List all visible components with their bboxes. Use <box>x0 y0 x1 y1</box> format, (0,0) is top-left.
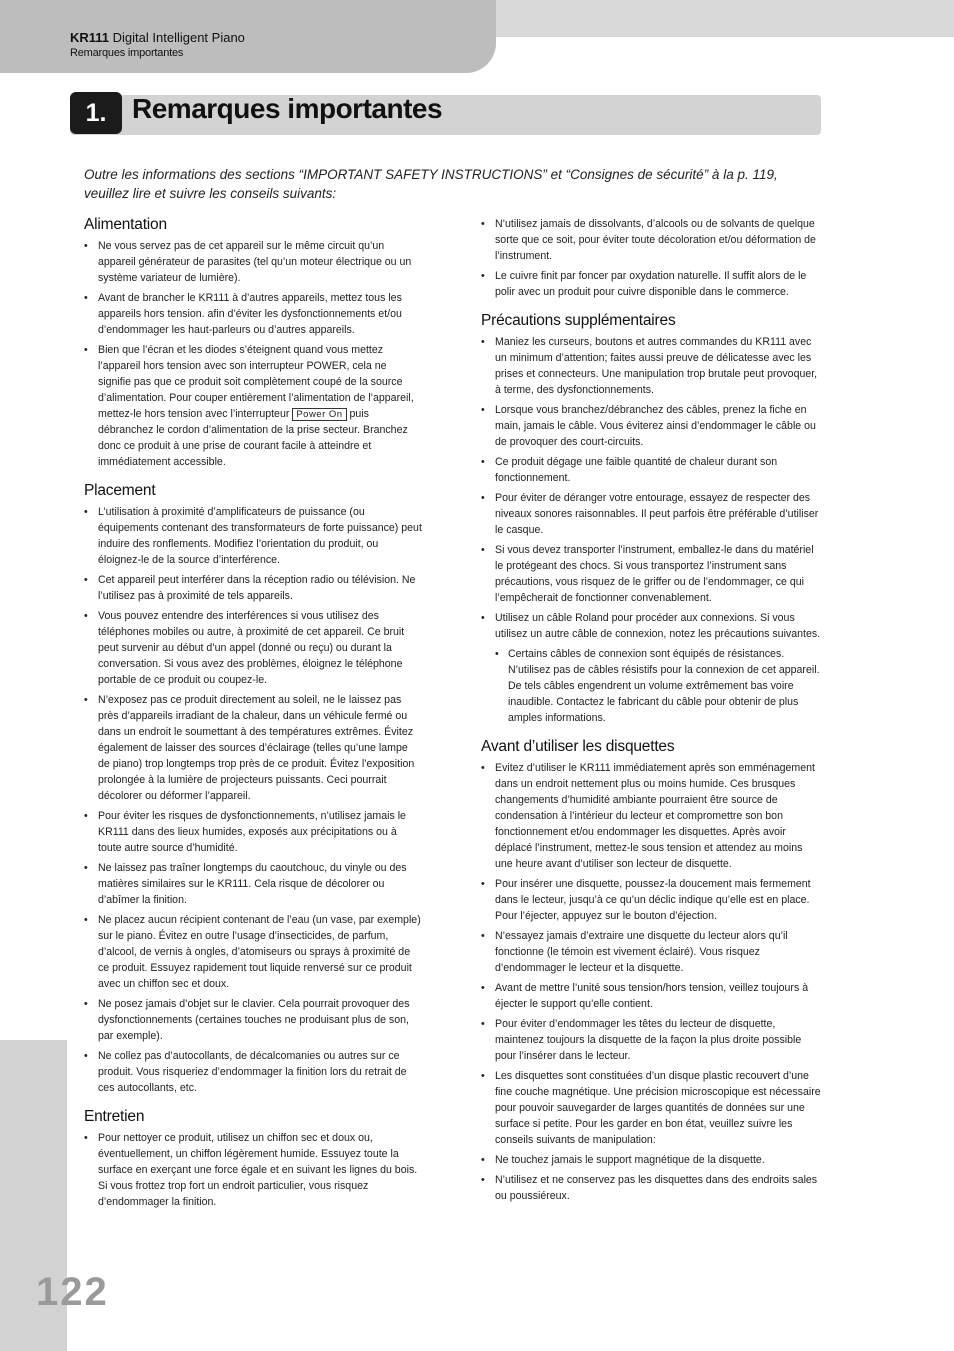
chapter-number: 1. <box>70 92 122 134</box>
list-item: • N’essayez jamais d’extraire une disquette du lecteur alors qu’il fonctionne (le témoin est vivement éclairé). Vous risquez d’endommager le lecteur et la disquette. <box>481 928 821 976</box>
sub-bullet-list <box>495 646 821 726</box>
chapter-title: Remarques importantes <box>132 93 443 124</box>
header-section-title: Remarques importantes <box>70 47 184 59</box>
list-item: • L’utilisation à proximité d’amplificateurs de puissance (ou équipements contenant des transformateurs de forte puissance) peut induire des ronflements. Modifiez l’orientation du produit, ou éloignez-le de la source d’interférence. <box>84 504 422 568</box>
bullet-list <box>481 760 821 1204</box>
list-item: • Pour nettoyer ce produit, utilisez un chiffon sec et doux ou, éventuellement, un chiffon légèrement humide. Essuyez toute la surface en exerçant une force égale et en suivant les lignes du bois. Si vous frottez trop fort un endroit particulier, vous risquez d’endommager la finition. <box>84 1130 422 1210</box>
list-item: • Ne laissez pas traîner longtemps du caoutchouc, du vinyle ou des matières similaires sur le KR111. Cela risque de décolorer ou d’abîmer la finition. <box>84 860 422 908</box>
bullet-list <box>481 334 821 726</box>
bullet-list <box>481 216 821 300</box>
sub-list-item: • Certains câbles de connexion sont équipés de résistances. N’utilisez pas de câbles résistifs pour la connexion de cet appareil. De tels câbles engendrent un volume extrêmement bas voire inaudible. Contactez le fabricant du câble pour obtenir de plus amples informations. <box>495 646 821 726</box>
list-item: • Lorsque vous branchez/débranchez des câbles, prenez la fiche en main, jamais le câble. Vous éviterez ainsi d’endommager le câble ou de provoquer des court-circuits. <box>481 402 821 450</box>
section-heading: Entretien <box>84 1108 145 1125</box>
list-item: • N’utilisez jamais de dissolvants, d’alcools ou de solvants de quelque sorte que ce soit, pour éviter toute décoloration et/ou déformation de l’instrument. <box>481 216 821 264</box>
list-item-text: Bien que l’écran et les diodes s’éteignent quand vous mettez l’appareil hors tension avec son interrupteur POWER, cela ne signifie pas que ce produit soit complètement coupé de la source d’alimentation. Pour couper entièrement l’alimentation de l’appareil, mettez-le hors tension avec l’interrupteur <box>98 344 414 420</box>
section-placement <box>84 482 422 1096</box>
intro-paragraph: Outre les informations des sections “IMPORTANT SAFETY INSTRUCTIONS” et “Consignes de sécurité” à la p. 119, veuillez lire et suivre les conseils suivants: <box>84 167 778 201</box>
section-entretien <box>84 1108 422 1210</box>
list-item <box>84 342 422 470</box>
list-item: • Vous pouvez entendre des interférences si vous utilisez des téléphones mobiles ou autre, à proximité de cet appareil. Ce bruit peut survenir au début d’un appel (donné ou reçu) ou durant la conversation. Si vous avez des problèmes, éloignez le téléphone portable de ce produit ou coupez-le. <box>84 608 422 688</box>
section-disquettes <box>481 738 821 1204</box>
list-item: • Evitez d’utiliser le KR111 immédiatement après son emménagement dans un endroit nettement plus ou moins humide. Ces brusques changements d’humidité ambiante pourraient être source de condensation à l’intérieur du lecteur et compromettre son bon fonctionnement et/ou endommager les disquettes. Après avoir déplacé l’instrument, mettez-le sous tension et attendez au moins une heure avant d’utiliser son lecteur de disquette. <box>481 760 821 872</box>
list-item: • Pour éviter les risques de dysfonctionnements, n’utilisez jamais le KR111 dans des lieux humides, exposés aux précipitations ou à toute autre source d’humidité. <box>84 808 422 856</box>
list-item: • Ne vous servez pas de cet appareil sur le même circuit qu’un appareil générateur de parasites (tel qu’un moteur électrique ou un système variateur de lumière). <box>84 238 422 286</box>
list-item: • N’utilisez et ne conservez pas les disquettes dans des endroits sales ou poussiéreux. <box>481 1172 821 1204</box>
list-item <box>481 610 821 726</box>
right-column <box>481 216 821 1216</box>
list-item: • Les disquettes sont constituées d’un disque plastic recouvert d’une fine couche magnétique. Une précision microscopique est nécessaire pour pouvoir sauvegarder de larges quantités de données sur une surface si petite. Pour les garder en bon état, veuillez suivre les conseils suivants de manipulation: <box>481 1068 821 1148</box>
list-item: • Pour éviter de déranger votre entourage, essayez de respecter des niveaux sonores raisonnables. Il peut parfois être préférable d’utiliser le casque. <box>481 490 821 538</box>
list-item: • Maniez les curseurs, boutons et autres commandes du KR111 avec un minimum d’attention; faites aussi preuve de délicatesse avec les prises et connecteurs. Une manipulation trop brutale peut provoquer, à terme, des dysfonctionnements. <box>481 334 821 398</box>
list-item: • Pour éviter d’endommager les têtes du lecteur de disquette, maintenez toujours la disquette de la façon la plus droite possible pour l’insérer dans le lecteur. <box>481 1016 821 1064</box>
list-item: • Avant de mettre l’unité sous tension/hors tension, veillez toujours à éjecter le support qu’elle contient. <box>481 980 821 1012</box>
list-item: • Cet appareil peut interférer dans la réception radio ou télévision. Ne l’utilisez pas à proximité de tels appareils. <box>84 572 422 604</box>
list-item: • Avant de brancher le KR111 à d’autres appareils, mettez tous les appareils hors tension. afin d’éviter les dysfonctionnements et/ou d’endommager les haut-parleurs ou d’autres appareils. <box>84 290 422 338</box>
section-entretien-continued <box>481 216 821 300</box>
list-item: • Si vous devez transporter l’instrument, emballez-le dans du matériel le protégeant des chocs. Si vous transportez l’instrument sans précautions, vous risquez de le griffer ou de l’endommager, ce qui l’empêcherait de fonctionner convenablement. <box>481 542 821 606</box>
list-item: • Le cuivre finit par foncer par oxydation naturelle. Il suffit alors de le polir avec un produit pour cuivre disponible dans le commerce. <box>481 268 821 300</box>
left-column <box>84 216 422 1222</box>
list-item: • Ce produit dégage une faible quantité de chaleur durant son fonctionnement. <box>481 454 821 486</box>
bullet-list <box>84 1130 422 1210</box>
product-name: Digital Intelligent Piano <box>109 30 245 45</box>
list-item-text: Utilisez un câble Roland pour procéder aux connexions. Si vous utilisez un autre câble de connexion, notez les précautions suivantes. <box>495 612 821 640</box>
list-item: • Ne posez jamais d’objet sur le clavier. Cela pourrait provoquer des dysfonctionnements (certaines touches ne produisant plus de son, par exemple). <box>84 996 422 1044</box>
power-on-key-label: Power On <box>292 408 346 421</box>
list-item: • Ne touchez jamais le support magnétique de la disquette. <box>481 1152 821 1168</box>
list-item: • Pour insérer une disquette, poussez-la doucement mais fermement dans le lecteur, jusqu’à ce qu’un déclic indique qu’elle est en place. Pour l’éjecter, appuyez sur le bouton d’éjection. <box>481 876 821 924</box>
list-item: • Ne placez aucun récipient contenant de l’eau (un vase, par exemple) sur le piano. Évitez en outre l’usage d’insecticides, de parfum, d’alcool, de vernis à ongles, d’atomiseurs ou sprays à proximité de ce produit. Essuyez rapidement tout liquide renversé sur ce produit avec un chiffon sec et doux. <box>84 912 422 992</box>
section-heading: Précautions supplémentaires <box>481 312 676 329</box>
bullet-list <box>84 504 422 1096</box>
section-heading: Avant d’utiliser les disquettes <box>481 738 675 755</box>
roland-logo: Roland <box>0 1082 65 1268</box>
header-product <box>70 30 245 45</box>
section-alimentation <box>84 216 422 470</box>
product-model: KR111 <box>70 30 110 45</box>
bullet-list <box>84 238 422 470</box>
section-precautions <box>481 312 821 726</box>
section-heading: Placement <box>84 482 156 499</box>
list-item: • Ne collez pas d’autocollants, de décalcomanies ou autres sur ce produit. Vous risqueriez d’endommager la finition lors du retrait de ces autocollants, etc. <box>84 1048 422 1096</box>
section-heading: Alimentation <box>84 216 167 233</box>
page-number: 122 <box>36 1270 109 1314</box>
list-item: • N’exposez pas ce produit directement au soleil, ne le laissez pas près d’appareils irradiant de la chaleur, dans un véhicule fermé ou dans un endroit le soumettant à des températures extrêmes. Évitez également de laisser des sources d’éclairage (telles qu’une lampe de piano) trop longtemps trop près de ce produit. Évitez l’exposition prolongée à la lumière de projecteurs puissants. Ceci pourrait décolorer ou déformer l’appareil. <box>84 692 422 804</box>
list-item-text: puis débranchez le cordon d’alimentation de la prise secteur. Branchez donc ce produit à une prise de courant facile à atteindre et immédiatement accessible. <box>98 408 408 468</box>
